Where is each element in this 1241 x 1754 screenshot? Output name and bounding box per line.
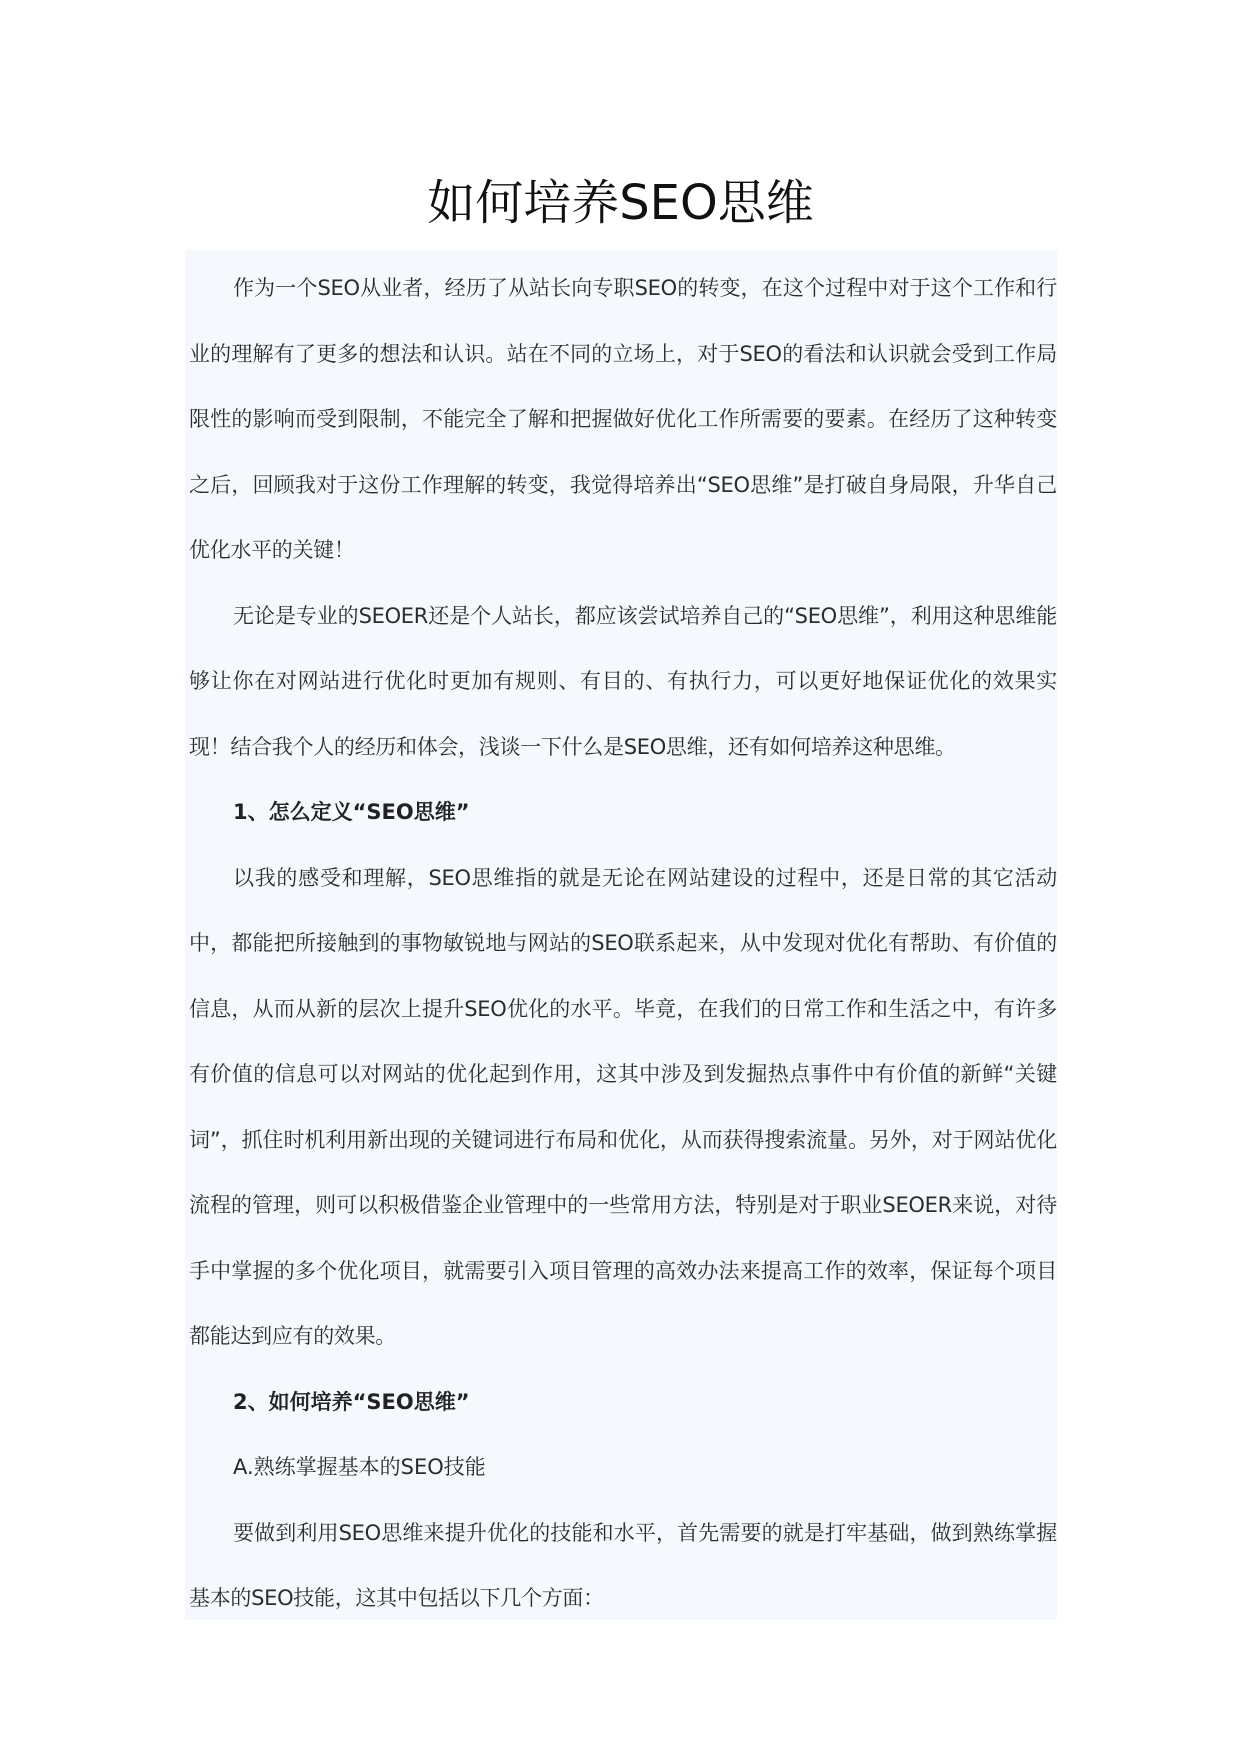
paragraph-basic-skills: 要做到利用SEO思维来提升优化的技能和水平，首先需要的就是打牢基础，做到熟练掌握基本的SEO技能，这其中包括以下几个方面： bbox=[189, 1520, 1057, 1610]
document-title: 如何培养SEO思维 bbox=[427, 175, 814, 231]
section-heading-definition: 1、怎么定义“SEO思维” bbox=[233, 800, 470, 824]
subheading-basic-skills: A.熟练掌握基本的SEO技能 bbox=[233, 1455, 486, 1479]
paragraph-definition: 以我的感受和理解，SEO思维指的就是无论在网站建设的过程中，还是日常的其它活动中，都能把所接触到的事物敏锐地与网站的SEO联系起来，从中发现对优化有帮助、有价值的信息，从而从新的层次上提升SEO优化的水平。毕竟，在我们的日常工作和生活之中，有许多有价值的信息可以对网站的优化起到作用，这其中涉及到发掘热点事件中有价值的新鲜“关键词”，抓住时机利用新出现的关键词进行布局和优化，从而获得搜索流量。另外，对于网站优化流程的管理，则可以积极借鉴企业管理中的一些常用方法，特别是对于职业SEOER来说，对待手中掌握的多个优化项目，就需要引入项目管理的高效办法来提高工作的效率，保证每个项目都能达到应有的效果。 bbox=[189, 865, 1057, 1348]
paragraph-purpose: 无论是专业的SEOER还是个人站长，都应该尝试培养自己的“SEO思维”，利用这种思维能够让你在对网站进行优化时更加有规则、有目的、有执行力，可以更好地保证优化的效果实现！结合我个人的经历和体会，浅谈一下什么是SEO思维，还有如何培养这种思维。 bbox=[189, 603, 1057, 759]
paragraph-intro: 作为一个SEO从业者，经历了从站长向专职SEO的转变，在这个过程中对于这个工作和行业的理解有了更多的想法和认识。站在不同的立场上，对于SEO的看法和认识就会受到工作局限性的影响而受到限制，不能完全了解和把握做好优化工作所需要的要素。在经历了这种转变之后，回顾我对于这份工作理解的转变，我觉得培养出“SEO思维”是打破自身局限，升华自己优化水平的关键！ bbox=[189, 276, 1057, 562]
section-heading-cultivate: 2、如何培养“SEO思维” bbox=[233, 1389, 470, 1414]
article-body bbox=[185, 250, 1057, 1620]
